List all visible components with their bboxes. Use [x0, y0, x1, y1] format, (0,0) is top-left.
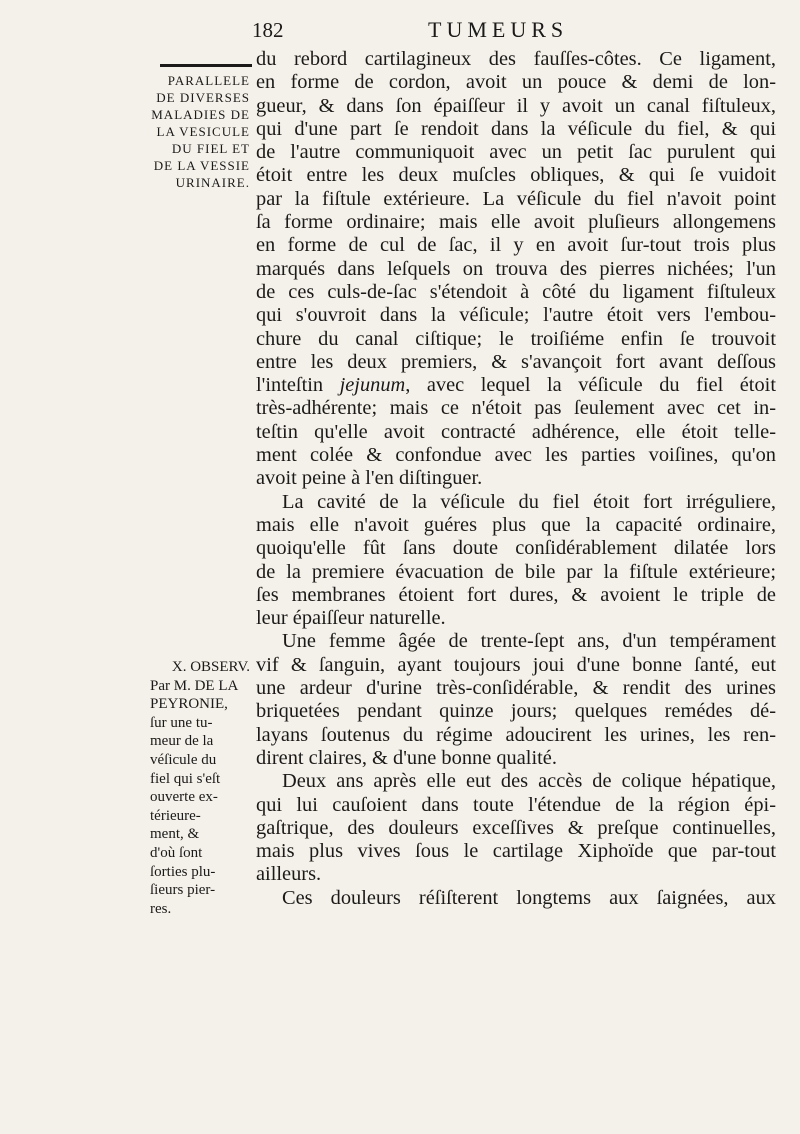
text-line: mais plus vives ſous le cartilage Xiphoïde que par-tout — [256, 840, 776, 863]
text-line: du rebord cartilagineux des fauſſes-côtes. Ce ligament, — [256, 48, 776, 70]
paragraph-3 — [256, 630, 776, 770]
sidenote-line: URINAIRE. — [175, 175, 250, 190]
text-line: une ardeur d'urine très-conſidérable, & rendit des urines — [256, 677, 776, 700]
text-line: très-adhérente; mais ce n'étoit pas ſeulement avec cet in- — [256, 397, 776, 420]
sidenote-observation — [150, 658, 250, 918]
text-line: vif & ſanguin, ayant toujours joui d'une bonne ſanté, eut — [256, 653, 776, 676]
text-line: par la fiſtule extérieure. La véſicule du fiel n'avoit point — [256, 187, 776, 210]
text-line: chure du canal ciſtique; le troiſiéme enfin ſe trouvoit — [256, 327, 776, 350]
running-title: TUMEURS — [428, 17, 569, 42]
body-text — [256, 48, 776, 910]
paragraph-2 — [256, 491, 776, 631]
sidenote-line: ſorties plu- — [150, 863, 216, 880]
text-fragment: l'inteſtin — [256, 374, 324, 397]
paragraph-1 — [256, 48, 776, 491]
text-line: avoit peine à l'en diſtinguer. — [256, 467, 483, 490]
sidenote-line: ouverte ex- — [150, 789, 218, 806]
text-line: marqués dans leſquels on trouva des pierres nichées; l'un — [256, 257, 776, 280]
text-line: leur épaiſſeur naturelle. — [256, 607, 446, 630]
page-number: 182 — [252, 18, 284, 42]
text-line: Ces douleurs réſiſterent longtems aux ſaignées, aux — [282, 886, 776, 909]
text-line: de ces culs-de-ſac s'étendoit à côté du ligament fiſtuleux — [256, 280, 776, 303]
sidenote-line: res. — [150, 900, 172, 917]
text-line: dirent claires, & d'une bonne qualité. — [256, 746, 557, 769]
sidenote-line: DE LA VESSIE — [153, 158, 250, 173]
text-line: quoiqu'elle fût ſans doute conſidérablement dilatée lors — [256, 537, 776, 560]
sidenote-line: PEYRONIE, — [150, 696, 228, 713]
paragraph-4 — [256, 770, 776, 886]
margin-rule — [160, 64, 252, 67]
paragraph-5 — [256, 887, 776, 910]
text-line: en forme de cordon, avoit un pouce & demi de lon- — [256, 71, 776, 94]
sidenote-line: meur de la — [150, 733, 214, 750]
text-line: mais elle n'avoit guéres plus que la capacité ordinaire, — [256, 513, 776, 536]
text-line: briquetées pendant quinze jours; quelques remédes dé- — [256, 700, 776, 723]
sidenote-line: véſicule du — [150, 751, 217, 768]
text-line: en forme de cul de ſac, il y en avoit ſur-tout trois plus — [256, 234, 776, 257]
text-line: Deux ans après elle eut des accès de colique hépatique, — [282, 770, 776, 793]
text-line: layans ſoutenus du régime adoucirent les urines, les ren- — [256, 723, 776, 746]
sidenote-line: MALADIES DE — [151, 107, 250, 122]
sidenote-line: PARALLELE — [167, 73, 250, 88]
sidenote-line: ſieurs pier- — [150, 882, 216, 899]
sidenote-line: fiel qui s'eſt — [150, 770, 221, 787]
text-line: qui lui cauſoient dans toute l'étendue de la région épi- — [256, 793, 776, 816]
text-line: gaſtrique, des douleurs exceſſives & preſque continuelles, — [256, 816, 776, 839]
text-line: ment colée & confondue avec les parties voiſines, qu'on — [256, 444, 776, 467]
sidenote-line: DU FIEL ET — [171, 141, 250, 156]
sidenote-line: X. OBSERV. — [171, 659, 250, 675]
text-line: qui s'ouvroit dans la véſicule; l'autre étoit vers l'embou- — [256, 304, 776, 327]
text-line: entre les deux premiers, & s'avançoit fort avant deſſous — [256, 350, 776, 373]
text-line: qui d'une part ſe rendoit dans la véſicule du fiel, & qui — [256, 117, 776, 140]
sidenote-line: ſur une tu- — [150, 714, 213, 731]
sidenote-parallele — [148, 72, 250, 191]
text-line: ſes membranes étoient fort dures, & avoient le triple de — [256, 583, 776, 606]
text-line: ſa forme ordinaire; mais elle avoit pluſieurs allongemens — [256, 211, 776, 234]
sidenote-line: térieure- — [150, 807, 201, 824]
sidenote-line: DE DIVERSES — [156, 90, 250, 105]
text-line — [256, 374, 776, 397]
text-line: de la premiere évacuation de bile par la fiſtule extérieure; — [256, 560, 776, 583]
text-line: La cavité de la véſicule du fiel étoit fort irréguliere, — [282, 490, 776, 513]
sidenote-line: d'où ſont — [150, 844, 203, 861]
text-line: Une femme âgée de trente-ſept ans, d'un tempérament — [282, 630, 776, 653]
sidenote-line: LA VESICULE — [156, 124, 250, 139]
text-line: ailleurs. — [256, 863, 322, 886]
text-line: teſtin qu'elle avoit contracté adhérence, elle étoit telle- — [256, 420, 776, 443]
text-line: étoit entre les deux muſcles obliques, & qui ſe vuidoit — [256, 164, 776, 187]
sidenote-line: Par M. DE LA — [150, 677, 239, 694]
italic-term: jejunum — [339, 374, 406, 397]
text-line: de l'autre communiquoit avec un petit ſac purulent qui — [256, 141, 776, 164]
text-fragment: , avec lequel la véſicule du fiel étoit — [405, 374, 776, 397]
text-line: gueur, & dans ſon épaiſſeur il y avoit un canal fiſtuleux, — [256, 94, 776, 117]
sidenote-line: ment, & — [150, 826, 200, 843]
